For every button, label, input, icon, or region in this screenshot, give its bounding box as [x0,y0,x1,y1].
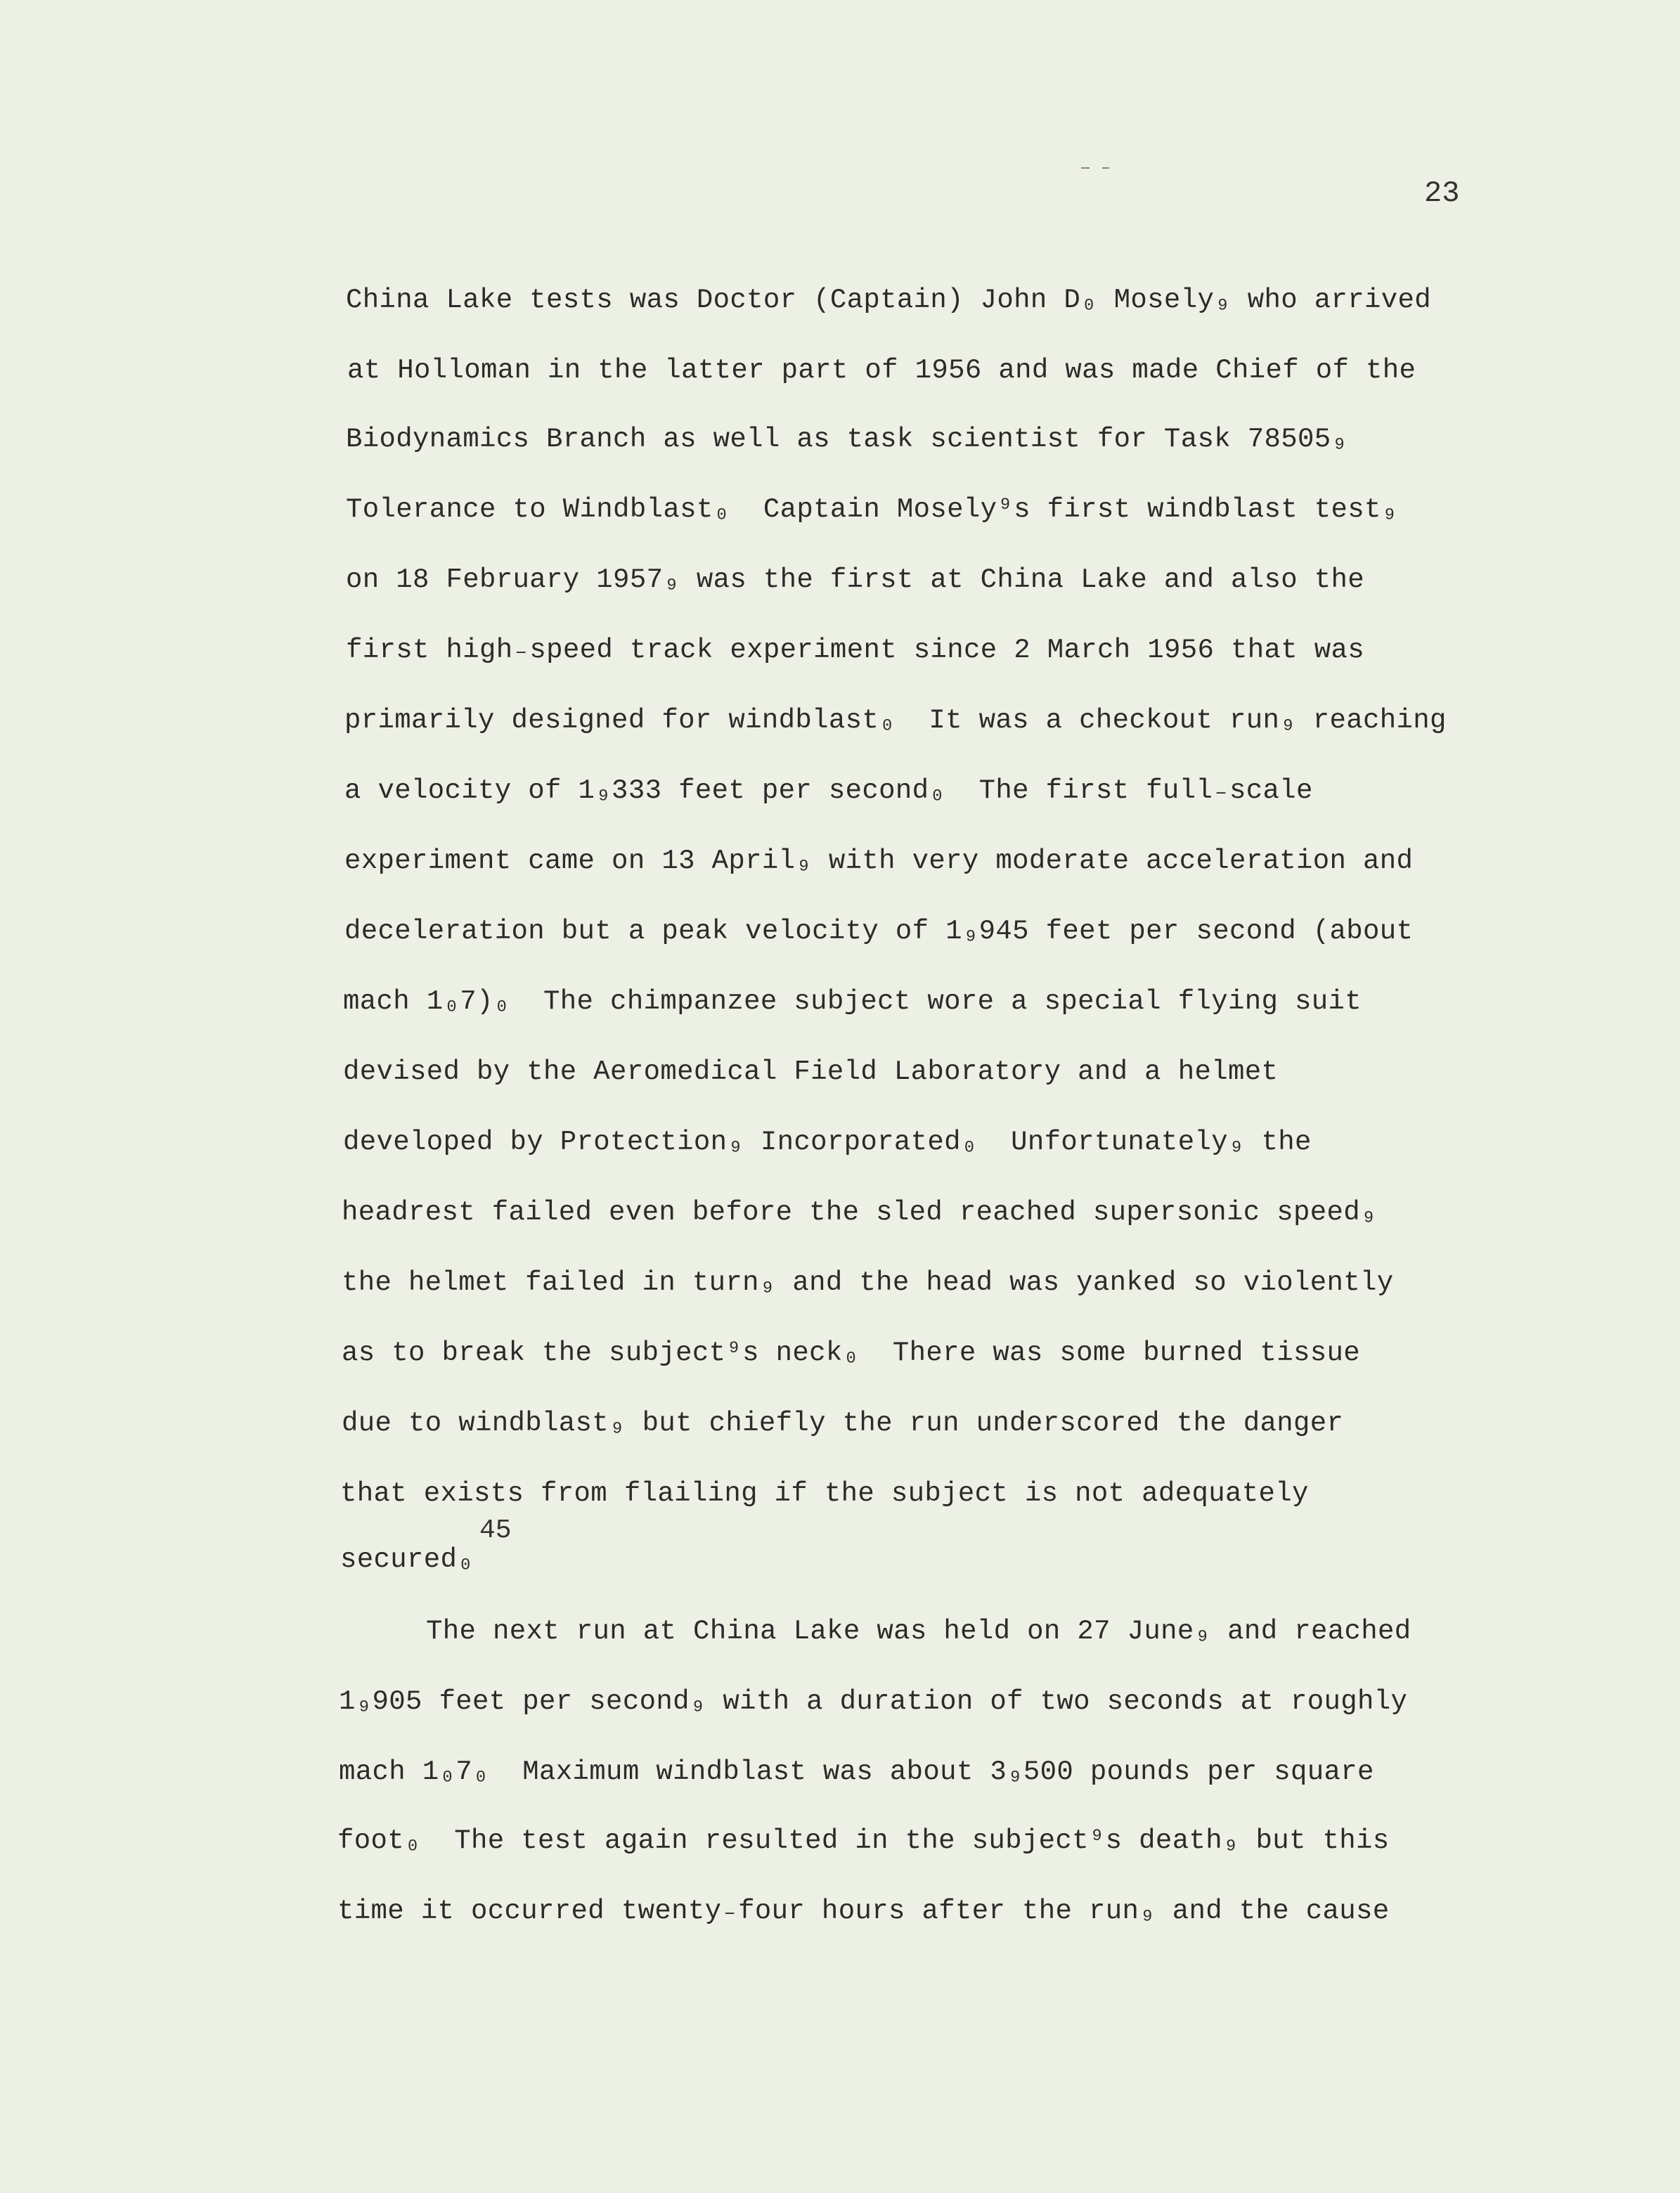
body-line: experiment came on 13 April₉ with very moderate acceleration and [344,846,1414,876]
page-number: 23 [1424,176,1460,210]
body-line: Biodynamics Branch as well as task scientist for Task 78505₉ [346,424,1348,455]
body-line: the helmet failed in turn₉ and the head was yanked so violently [342,1267,1394,1298]
body-line: mach 1₀7₀ Maximum windblast was about 3₉500 pounds per square [339,1757,1374,1787]
body-line: China Lake tests was Doctor (Captain) John D₀ Mosely₉ who arrived [346,285,1431,316]
body-line: on 18 February 1957₉ was the first at China Lake and also the [346,564,1364,595]
body-line: as to break the subject⁹s neck₀ There was some burned tissue [342,1338,1360,1369]
body-line: Tolerance to Windblast₀ Captain Mosely⁹s first windblast test₉ [346,494,1398,525]
body-line: time it occurred twenty₋four hours after the run₉ and the cause [337,1896,1390,1927]
body-line: developed by Protection₉ Incorporated₀ Unfortunately₉ the [343,1127,1312,1158]
footnote-reference: 45 [479,1515,512,1546]
body-line: devised by the Aeromedical Field Laboratory and a helmet [343,1056,1279,1087]
body-line: deceleration but a peak velocity of 1₉945 feet per second (about [344,916,1414,947]
body-line: 1₉905 feet per second₉ with a duration of two seconds at roughly [339,1686,1408,1717]
body-line: foot₀ The test again resulted in the subject⁹s death₉ but this [337,1825,1390,1856]
body-line: a velocity of 1₉333 feet per second₀ The first full₋scale [344,775,1313,806]
paragraph-first-line: The next run at China Lake was held on 27 June₉ and reached [426,1616,1411,1647]
body-line: that exists from flailing if the subject is not adequately [340,1478,1309,1509]
body-line: due to windblast₉ but chiefly the run underscored the danger [342,1408,1344,1439]
body-line: secured₀ [340,1544,474,1575]
body-line: first high₋speed track experiment since 2 March 1956 that was [346,635,1365,666]
body-line: primarily designed for windblast₀ It was a checkout run₉ reaching [344,705,1447,736]
body-line: at Holloman in the latter part of 1956 and was made Chief of the [347,355,1416,386]
body-line: mach 1₀7)₀ The chimpanzee subject wore a special flying suit [343,986,1362,1017]
body-line: headrest failed even before the sled reached supersonic speed₉ [342,1197,1377,1228]
scan-marks [1081,167,1123,170]
